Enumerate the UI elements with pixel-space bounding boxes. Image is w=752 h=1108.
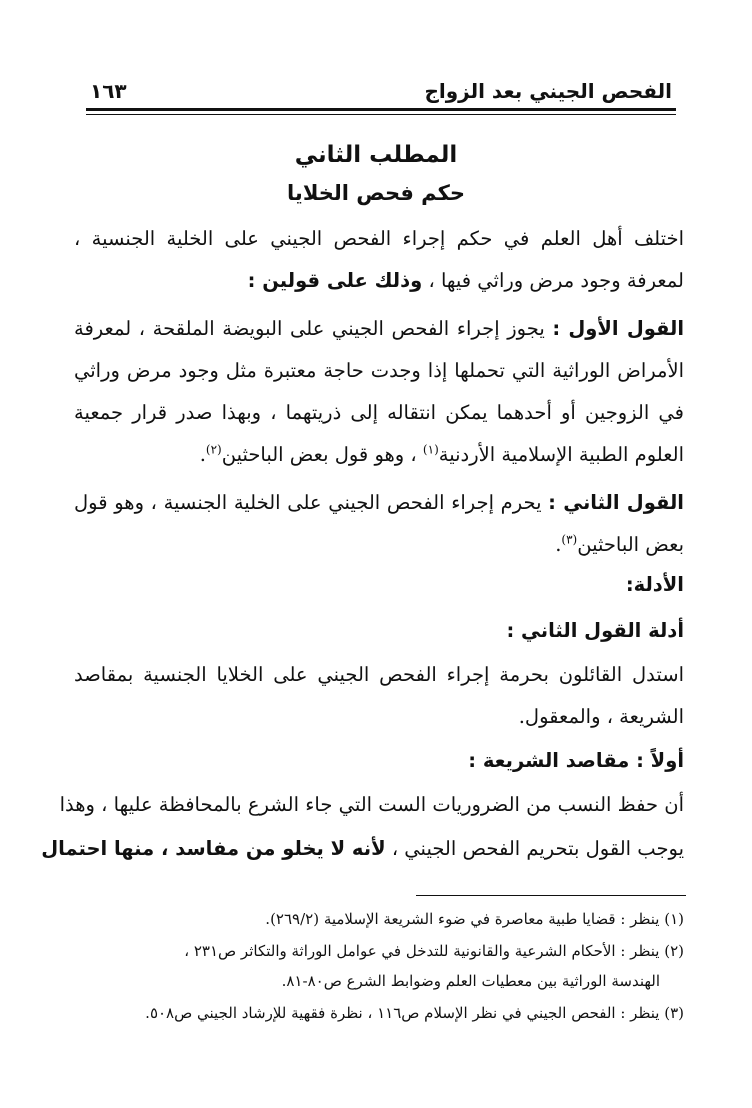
footnote-separator: [416, 895, 686, 896]
body-line: أن حفظ النسب من الضروريات الست التي جاء الشرع بالمحافظة عليها ، وهذا: [59, 793, 684, 816]
body-line: اختلف أهل العلم في حكم إجراء الفحص الجيني على الخلية الجنسية ،: [74, 227, 684, 250]
body-text: بعض الباحثين: [577, 533, 684, 556]
footnote-continuation: الهندسة الوراثية بين معطيات العلم وضوابط الشرع ص٨٠-٨١.: [281, 972, 660, 990]
footnote: (١) ينظر : قضايا طبية معاصرة في ضوء الشريعة الإسلامية (٢٦٩/٢).: [265, 910, 684, 928]
evidence-subheading: أولاً : مقاصد الشريعة :: [468, 749, 684, 772]
body-text: يوجب القول بتحريم الفحص الجيني ،: [391, 837, 684, 860]
opinion-label: القول الثاني :: [548, 491, 684, 514]
footnote-ref[interactable]: (٢): [205, 442, 222, 457]
header-rule-thick: [86, 108, 676, 111]
running-header: [90, 78, 672, 104]
footnote-ref[interactable]: (١): [422, 442, 439, 457]
section-heading: المطلب الثاني: [294, 142, 458, 168]
body-line: [74, 310, 684, 348]
body-text: .: [199, 443, 206, 466]
footnote: (٣) ينظر : الفحص الجيني في نظر الإسلام ص١١٦ ، نظرة فقهية للإرشاد الجيني ص٥٠٨.: [145, 1004, 684, 1022]
opinion-label: القول الأول :: [552, 317, 684, 340]
body-line: [74, 526, 684, 564]
evidence-subheading: أدلة القول الثاني :: [506, 619, 684, 642]
body-line: [74, 436, 684, 474]
footnote: (٢) ينظر : الأحكام الشرعية والقانونية للتدخل في عوامل الوراثة والتكاثر ص٢٣١ ،: [184, 942, 684, 960]
page-number: ١٦٣: [90, 79, 127, 103]
body-line: في الزوجين أو أحدهما يمكن انتقاله إلى ذريتهما ، وبهذا صدر قرار جمعية: [74, 401, 684, 424]
body-text: لمعرفة وجود مرض وراثي فيها ،: [428, 269, 684, 292]
footnote-ref[interactable]: (٣): [561, 532, 578, 547]
body-text: ، وهو قول بعض الباحثين: [221, 443, 423, 466]
header-rule-thin: [86, 114, 676, 115]
body-text: يجوز إجراء الفحص الجيني على البويضة الملقحة ، لمعرفة: [74, 317, 545, 340]
evidence-heading: الأدلة:: [625, 573, 684, 596]
body-line: الأمراض الوراثية التي تحملها إذا وجدت حاجة معتبرة مثل وجود مرض وراثي: [74, 359, 684, 382]
body-line: [41, 830, 684, 868]
bold-text: وذلك على قولين :: [247, 269, 423, 292]
body-text: يحرم إجراء الفحص الجيني على الخلية الجنسية ، وهو قول: [74, 491, 542, 514]
body-line: [74, 484, 684, 522]
running-title: الفحص الجيني بعد الزواج: [424, 79, 672, 103]
body-line: [74, 262, 684, 300]
bold-text: لأنه لا يخلو من مفاسد ، منها احتمال: [41, 837, 386, 860]
body-text: .: [555, 533, 562, 556]
body-text: العلوم الطبية الإسلامية الأردنية: [438, 443, 684, 466]
body-line: الشريعة ، والمعقول.: [518, 705, 684, 728]
body-line: استدل القائلون بحرمة إجراء الفحص الجيني على الخلايا الجنسية بمقاصد: [74, 663, 684, 686]
subject-heading: حكم فحص الخلايا: [287, 181, 465, 205]
